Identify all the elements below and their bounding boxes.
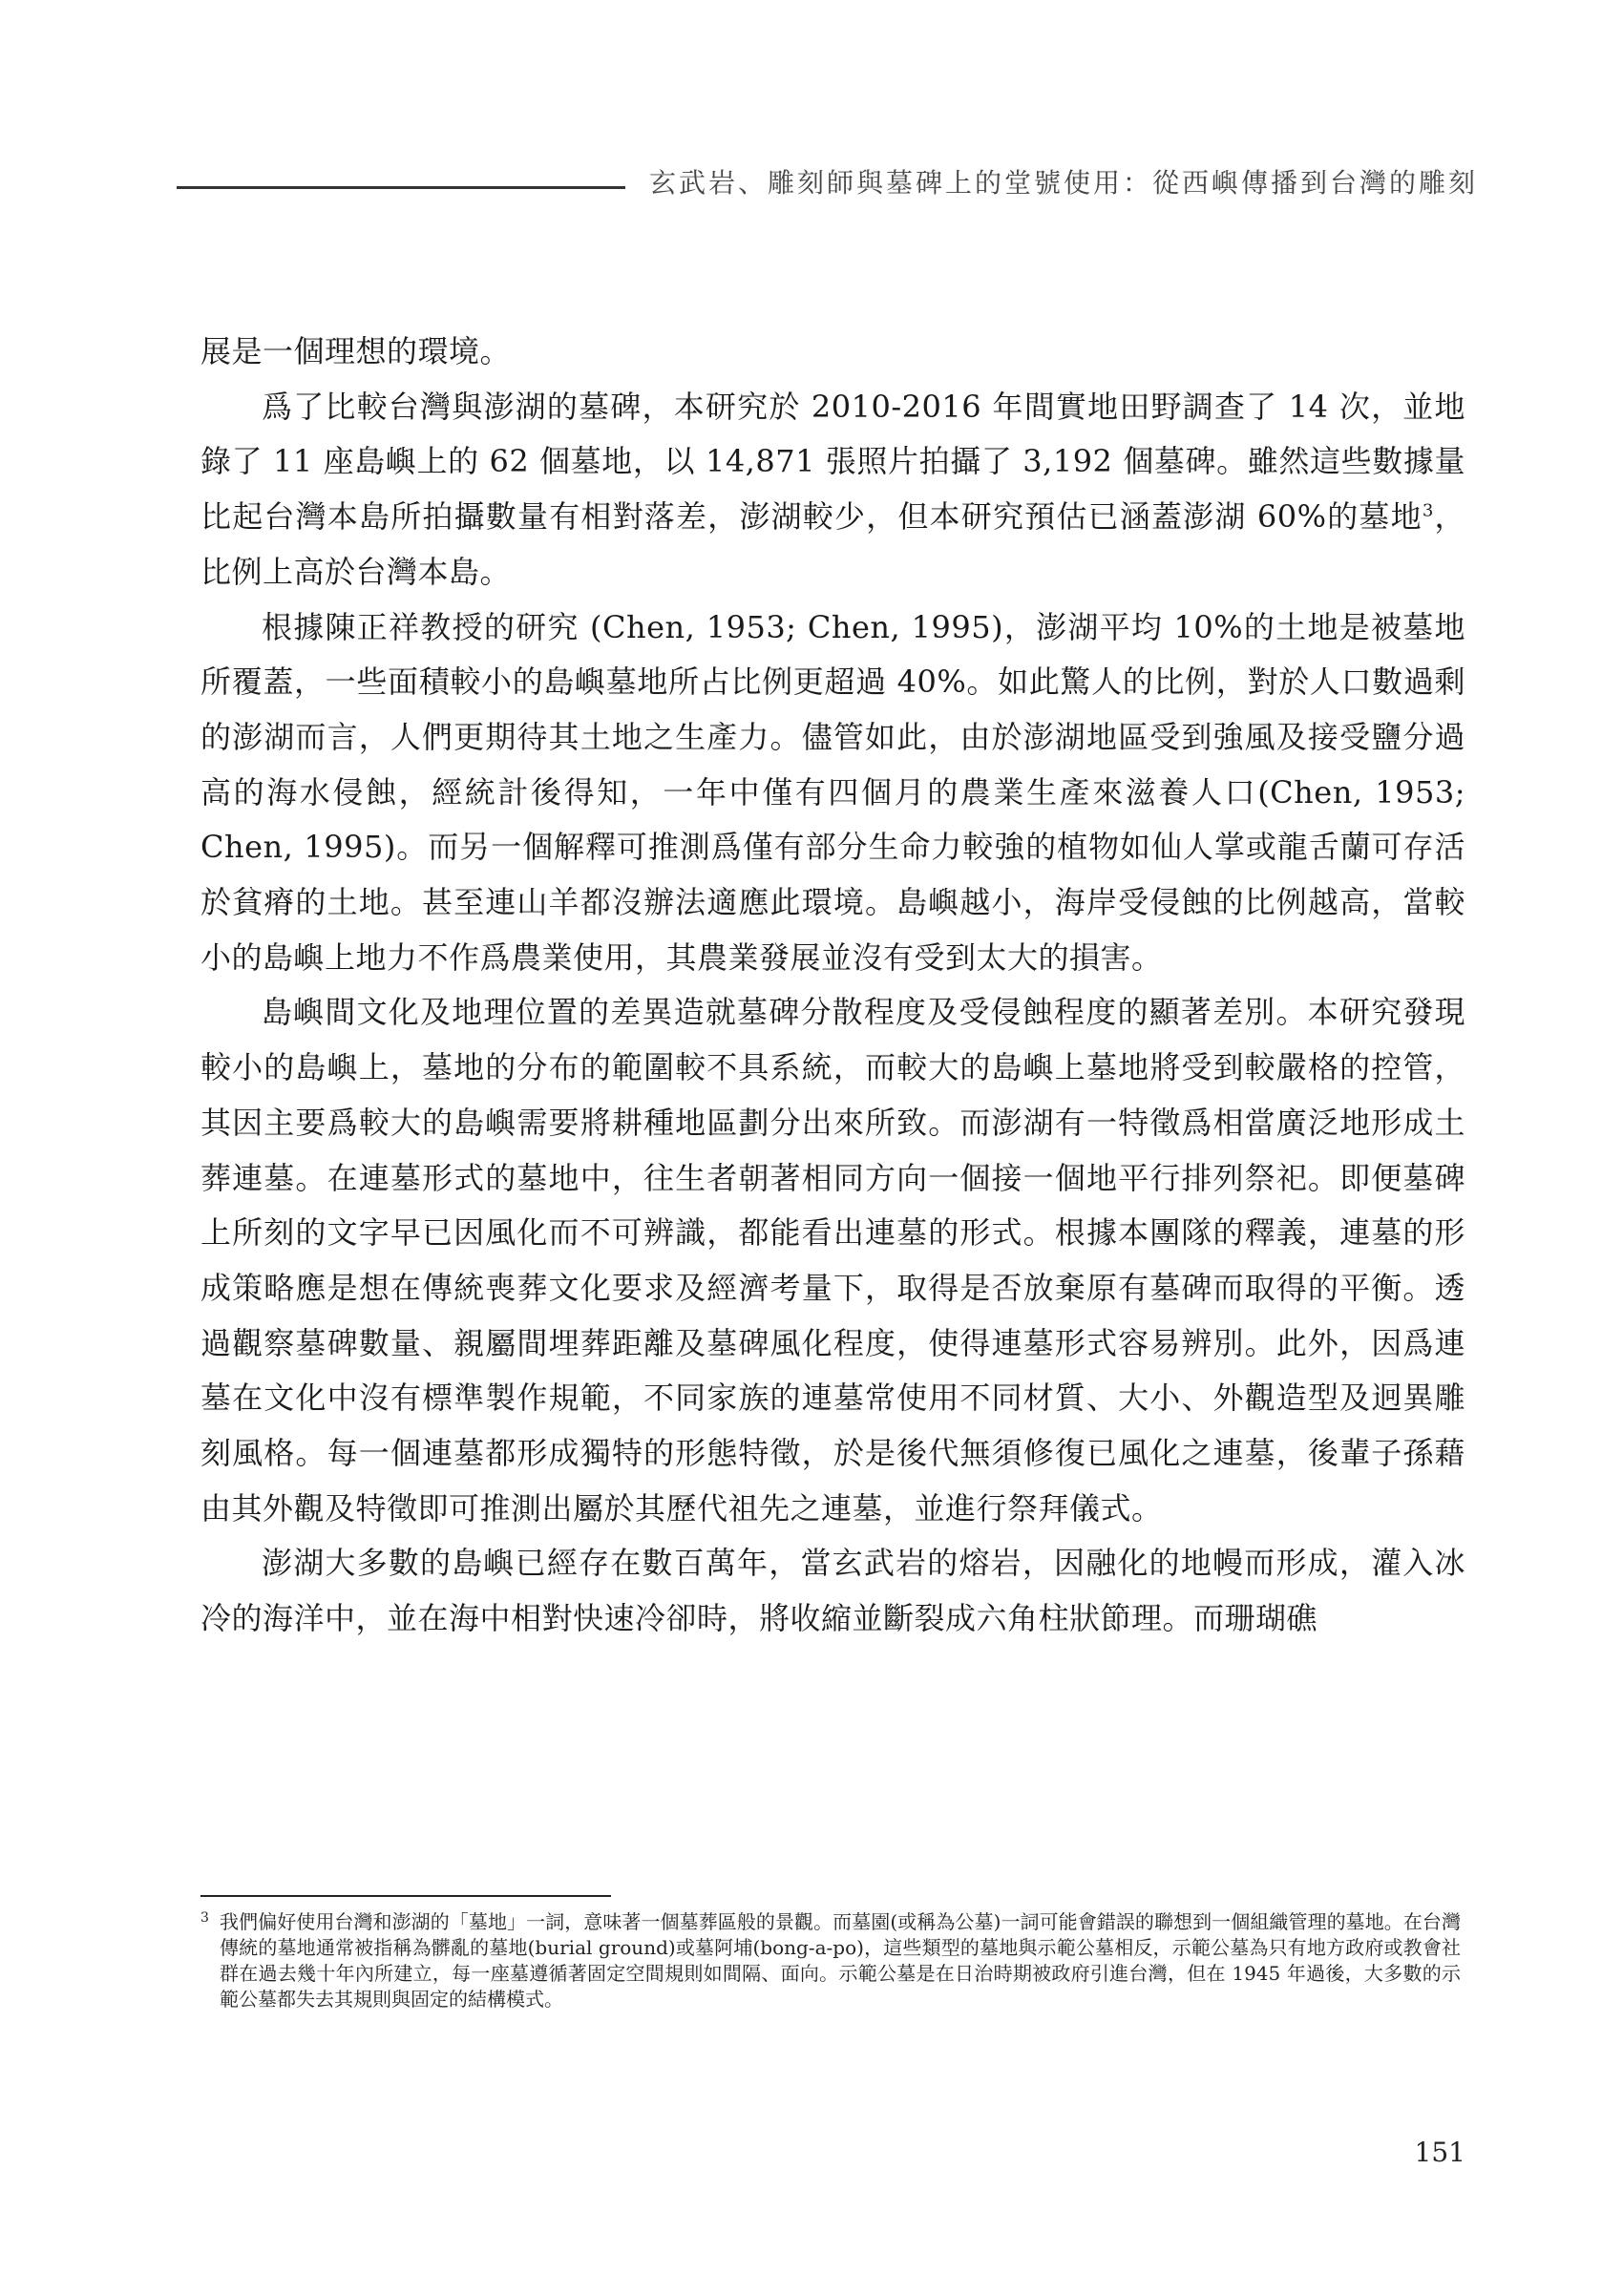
paragraph-1: 展是一個理想的環境。	[200, 333, 512, 369]
paragraph-5: 澎湖大多數的島嶼已經存在數百萬年，當玄武岩的熔岩，因融化的地幔而形成，灌入冰冷的海洋中，並在海中相對快速冷卻時，將收縮並斷裂成六角柱狀節理。而珊瑚礁	[200, 1545, 1465, 1637]
footnote-number: 3	[200, 1910, 209, 1926]
paragraph-2-text-b: ，比例上高於台灣本島。	[200, 498, 1465, 590]
paragraph-3: 根據陳正祥教授的研究 (Chen, 1953; Chen, 1995)，澎湖平均 10%的土地是被墓地所覆蓋，一些面積較小的島嶼墓地所占比例更超過 40%。如此驚人的比例，對於人口數過剩的澎湖而言，人們更期待其土地之生產力。儘管如此，由於澎湖地區受到強風及接受鹽分過高的海水侵蝕，經統計後得知，一年中僅有四個月的農業生產來滋養人口(Chen, 1953; Chen, 1995)。而另一個解釋可推測爲僅有部分生命力較強的植物如仙人掌或龍舌蘭可存活於貧瘠的土地。甚至連山羊都沒辦法適應此環境。島嶼越小，海岸受侵蝕的比例越高，當較小的島嶼上地力不作爲農業使用，其農業發展並沒有受到太大的損害。	[200, 608, 1465, 976]
footnote-text: 我們偏好使用台灣和澎湖的「墓地」一詞，意味著一個墓葬區般的景觀。而墓園(或稱為公墓)一詞可能會錯誤的聯想到一個組織管理的墓地。在台灣傳統的墓地通常被指稱為髒亂的墓地(burial ground)或墓阿埔(bong-a-po)，這些類型的墓地與示範公墓相反，示範公墓為只有地方政府或教會社群在過去幾十年內所建立，每一座墓遵循著固定空間規則如間隔、面向。示範公墓是在日治時期被政府引進台灣，但在 1945 年過後，大多數的示範公墓都失去其規則與固定的結構模式。	[220, 1910, 1461, 2011]
paragraph-2-text-a: 爲了比較台灣與澎湖的墓碑，本研究於 2010-2016 年間實地田野調查了 14 次，並地錄了 11 座島嶼上的 62 個墓地，以 14,871 張照片拍攝了 3,192 個墓碑。雖然這些數據量比起台灣本島所拍攝數量有相對落差，澎湖較少，但本研究預估已涵蓋澎湖 60%的墓地	[200, 388, 1465, 536]
footnote-reference[interactable]: 3	[1422, 500, 1434, 521]
header-rule	[177, 186, 625, 189]
footnote-rule	[200, 1895, 611, 1897]
paragraph-2	[200, 380, 1465, 600]
page-number: 151	[1414, 2137, 1465, 2168]
paragraph-4: 島嶼間文化及地理位置的差異造就墓碑分散程度及受侵蝕程度的顯著差別。本研究發現較小的島嶼上，墓地的分布的範圍較不具系統，而較大的島嶼上墓地將受到較嚴格的控管，其因主要爲較大的島嶼需要將耕種地區劃分出來所致。而澎湖有一特徵爲相當廣泛地形成土葬連墓。在連墓形式的墓地中，往生者朝著相同方向一個接一個地平行排列祭祀。即便墓碑上所刻的文字早已因風化而不可辨識，都能看出連墓的形式。根據本團隊的釋義，連墓的形成策略應是想在傳統喪葬文化要求及經濟考量下，取得是否放棄原有墓碑而取得的平衡。透過觀察墓碑數量、親屬間埋葬距離及墓碑風化程度，使得連墓形式容易辨別。此外，因爲連墓在文化中沒有標準製作規範，不同家族的連墓常使用不同材質、大小、外觀造型及迥異雕刻風格。每一個連墓都形成獨特的形態特徵，於是後代無須修復已風化之連墓，後輩子孫藉由其外觀及特徵即可推測出屬於其歷代祖先之連墓，並進行祭拜儀式。	[200, 994, 1465, 1527]
footnote	[200, 1909, 1461, 2012]
body-text	[200, 325, 1465, 1647]
running-head: 玄武岩、雕刻師與墓碑上的堂號使用：從西嶼傳播到台灣的雕刻	[649, 167, 1479, 199]
